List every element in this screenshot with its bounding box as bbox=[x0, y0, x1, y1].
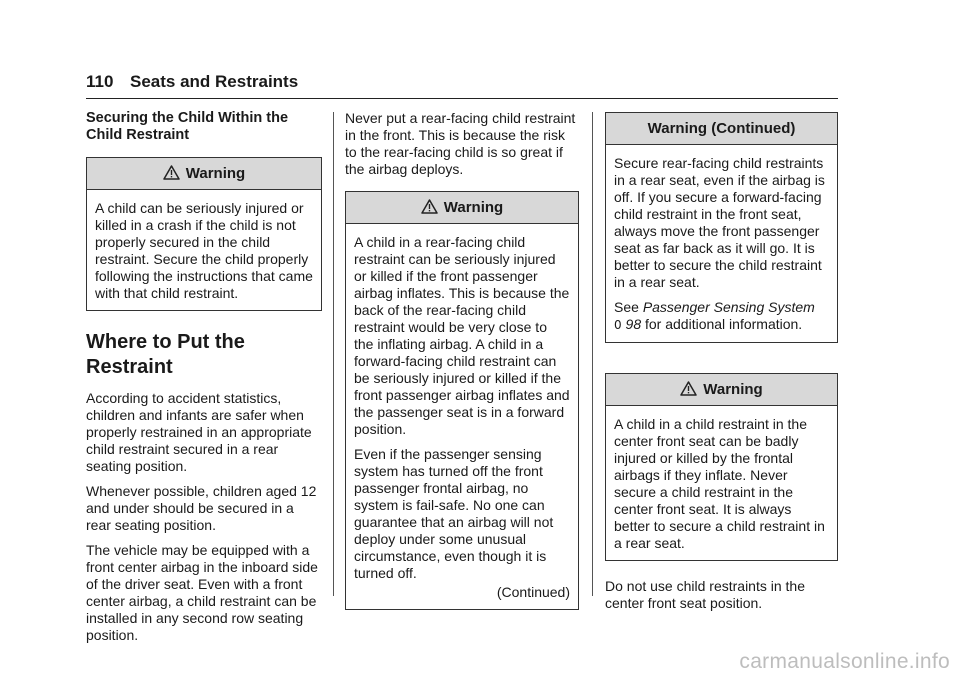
paragraph-children-aged-12: Whenever possible, children aged 12 and under should be secured in a rear seating position. bbox=[86, 483, 317, 533]
warning-box-2 bbox=[345, 191, 579, 610]
warning-box-continued bbox=[605, 112, 838, 343]
subheading-securing-child: Securing the Child Within the Child Restraint bbox=[86, 110, 289, 143]
paragraph-do-not-use-center: Do not use child restraints in the center front seat position. bbox=[605, 578, 805, 611]
warning-box-3 bbox=[605, 373, 838, 561]
warning-label: Warning bbox=[443, 199, 504, 216]
watermark-text: carmanualsonline.info bbox=[739, 650, 950, 673]
page-reference-icon: 0 bbox=[614, 318, 622, 332]
warning-box-header bbox=[87, 158, 321, 190]
warning-label: Warning bbox=[703, 381, 763, 398]
warning-text-sensing-system: Even if the passenger sensing system has turned off the front passenger frontal airbag, no system is fail-safe. No one can guarantee that an airbag will not deploy under some unusual circumstance, even though it is turned off. bbox=[354, 446, 554, 581]
see-label: See bbox=[614, 299, 639, 315]
column-divider-1 bbox=[333, 112, 334, 596]
warning-text: A child can be seriously injured or killed in a crash if the child is not properly secured in the child restraint. Secure the child properly following the instructions that came with that child restraint. bbox=[95, 200, 313, 301]
warning-box-header bbox=[606, 374, 837, 406]
column-3 bbox=[605, 112, 838, 620]
see-reference bbox=[614, 299, 829, 334]
warning-text-secure-rear: Secure rear-facing child restraints in a rear seat, even if the airbag is off. If you secure a forward-facing child restraint in the front seat, always move the front passenger seat as far back as it will go. It is better to secure the child restraint in a rear seat. bbox=[614, 155, 825, 290]
column-2 bbox=[345, 110, 579, 610]
warning-triangle-icon bbox=[163, 165, 180, 180]
column-1 bbox=[86, 110, 322, 652]
warning-continued-header: Warning (Continued) bbox=[606, 113, 837, 145]
warning-triangle-icon bbox=[680, 381, 697, 396]
heading-where-to-put-restraint: Where to Put the Restraint bbox=[86, 331, 245, 378]
warning-triangle-icon bbox=[421, 199, 438, 214]
paragraph-front-center-airbag: The vehicle may be equipped with a front center airbag in the inboard side of the driver seat. Even with a front center airbag, a child restraint can be installed in any second row seating position. bbox=[86, 542, 318, 643]
paragraph-never-rear-facing-front: Never put a rear-facing child restraint in the front. This is because the risk to the rear-facing child is so great if the airbag deploys. bbox=[345, 110, 576, 177]
continued-label: (Continued) bbox=[496, 584, 570, 600]
warning-text-rear-facing: A child in a rear-facing child restraint can be seriously injured or killed if the front passenger airbag inflates. This is because the back of the rear-facing child restraint would be very close to the inflating airbag. A child in a forward-facing child restraint can be seriously injured or killed if the front passenger airbag inflates and the passenger seat is in a forward position. bbox=[354, 234, 570, 437]
warning-box-header bbox=[346, 192, 578, 224]
reference-title-link[interactable]: Passenger Sensing System bbox=[642, 299, 815, 315]
page-header bbox=[86, 72, 838, 99]
warning-text-center-seat: A child in a child restraint in the center front seat can be badly injured or killed by the frontal airbags if they inflate. Never secure a child restraint in the center front seat. It is always better to secure a child restraint in a rear seat. bbox=[614, 416, 825, 551]
reference-tail: for additional information. bbox=[645, 316, 803, 332]
page-number: 110 bbox=[86, 72, 114, 91]
reference-page-link[interactable]: 98 bbox=[625, 316, 642, 332]
column-divider-2 bbox=[592, 112, 593, 596]
warning-box-1 bbox=[86, 157, 322, 311]
section-title: Seats and Restraints bbox=[130, 72, 299, 91]
warning-label: Warning bbox=[185, 165, 246, 182]
paragraph-accident-statistics: According to accident statistics, children and infants are safer when properly restrained in an appropriate child restraint secured in a rear seating position. bbox=[86, 390, 312, 474]
